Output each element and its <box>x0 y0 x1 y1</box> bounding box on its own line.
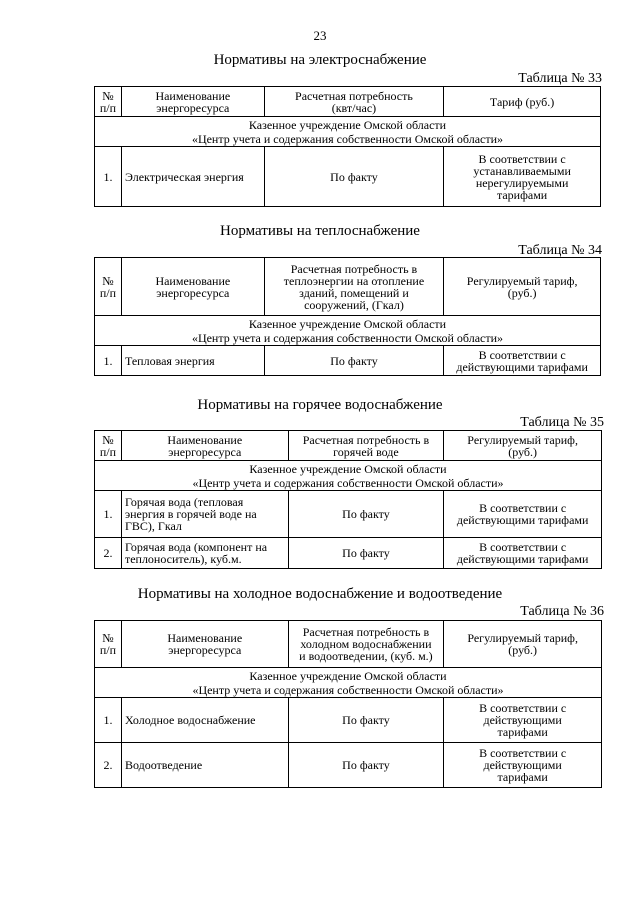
header-demand: Расчетная потребность в теплоэнергии на отопление зданий, помещений и сооружений, (Гкал) <box>264 258 444 316</box>
page-number: 23 <box>313 28 327 43</box>
row-demand: По факту <box>288 743 444 788</box>
header-demand: Расчетная потребность (квт/час) <box>264 87 444 117</box>
header-demand: Расчетная потребность в горячей воде <box>288 431 444 461</box>
header-tariff: Регулируемый тариф, (руб.) <box>444 431 602 461</box>
table-label-36: Таблица № 36 <box>520 604 604 619</box>
header-demand: Расчетная потребность в холодном водоснабжении и водоотведении, (куб. м.) <box>288 621 444 668</box>
table-row <box>95 538 602 569</box>
row-demand: По факту <box>288 491 444 538</box>
row-tariff: В соответствии с действующими тарифами <box>444 538 602 569</box>
table-33 <box>94 86 601 207</box>
table-36 <box>94 620 602 788</box>
table-label-34: Таблица № 34 <box>518 243 602 258</box>
row-number: 2. <box>95 743 122 788</box>
header-number: № п/п <box>95 258 122 316</box>
row-tariff: В соответствии с действующими тарифами <box>444 491 602 538</box>
row-resource: Тепловая энергия <box>121 346 264 376</box>
row-demand: По факту <box>288 538 444 569</box>
row-tariff: В соответствии с устанавливаемыми нерегулируемыми тарифами <box>444 147 601 207</box>
group-row: Казенное учреждение Омской области «Центр учета и содержания собственности Омской области» <box>95 461 602 491</box>
row-number: 2. <box>95 538 122 569</box>
row-number: 1. <box>95 491 122 538</box>
table-34 <box>94 257 601 376</box>
table-35 <box>94 430 602 569</box>
row-number: 1. <box>95 698 122 743</box>
table-row <box>95 491 602 538</box>
row-resource: Горячая вода (тепловая энергия в горячей воде на ГВС), Гкал <box>121 491 288 538</box>
header-tariff: Регулируемый тариф, (руб.) <box>444 621 602 668</box>
row-demand: По факту <box>288 698 444 743</box>
header-tariff: Тариф (руб.) <box>444 87 601 117</box>
header-resource: Наименование энергоресурса <box>121 258 264 316</box>
table-row <box>95 743 602 788</box>
header-number: № п/п <box>95 621 122 668</box>
group-row: Казенное учреждение Омской области «Центр учета и содержания собственности Омской области» <box>95 668 602 698</box>
row-resource: Электрическая энергия <box>121 147 264 207</box>
section-title-electricity: Нормативы на электроснабжение <box>213 52 427 68</box>
section-title-heating: Нормативы на теплоснабжение <box>220 223 420 239</box>
table-row <box>95 147 601 207</box>
row-number: 1. <box>95 147 122 207</box>
table-row <box>95 346 601 376</box>
row-number: 1. <box>95 346 122 376</box>
header-number: № п/п <box>95 431 122 461</box>
row-demand: По факту <box>264 346 444 376</box>
section-title-cold-water: Нормативы на холодное водоснабжение и водоотведение <box>137 586 503 602</box>
table-label-35: Таблица № 35 <box>520 415 604 430</box>
row-demand: По факту <box>264 147 444 207</box>
header-tariff: Регулируемый тариф, (руб.) <box>444 258 601 316</box>
group-row: Казенное учреждение Омской области «Центр учета и содержания собственности Омской области» <box>95 316 601 346</box>
header-number: № п/п <box>95 87 122 117</box>
header-resource: Наименование энергоресурса <box>121 621 288 668</box>
row-resource: Горячая вода (компонент на теплоноситель), куб.м. <box>121 538 288 569</box>
row-tariff: В соответствии с действующими тарифами <box>444 346 601 376</box>
table-label-33: Таблица № 33 <box>518 71 602 86</box>
section-title-hot-water: Нормативы на горячее водоснабжение <box>197 397 443 413</box>
group-row: Казенное учреждение Омской области «Центр учета и содержания собственности Омской области» <box>95 117 601 147</box>
header-resource: Наименование энергоресурса <box>121 87 264 117</box>
row-tariff: В соответствии с действующими тарифами <box>444 698 602 743</box>
row-resource: Холодное водоснабжение <box>121 698 288 743</box>
row-tariff: В соответствии с действующими тарифами <box>444 743 602 788</box>
header-resource: Наименование энергоресурса <box>121 431 288 461</box>
table-row <box>95 698 602 743</box>
row-resource: Водоотведение <box>121 743 288 788</box>
